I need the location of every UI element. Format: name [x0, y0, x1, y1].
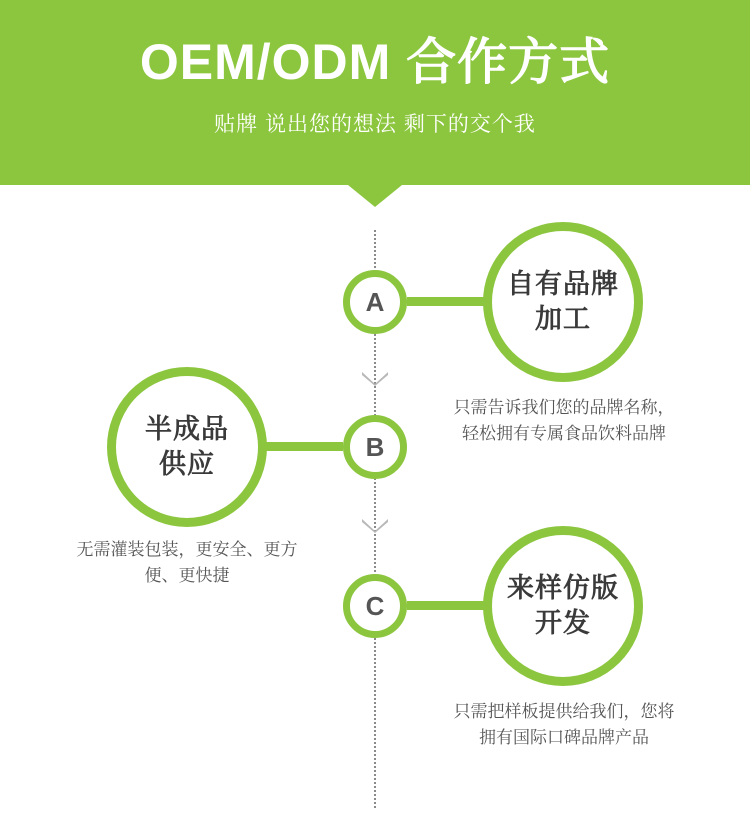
caption-b: 无需灌装包装，更安全、更方便、更快捷 [76, 540, 298, 586]
bubble-a-line1: 自有品牌 [507, 268, 619, 299]
page-subtitle: 贴牌 说出您的想法 剩下的交个我 [214, 112, 536, 136]
chevron-down-icon-2 [362, 519, 388, 533]
bubble-b-line2: 供应 [159, 449, 215, 479]
bubble-a-line2: 加工 [535, 304, 591, 334]
header-banner [0, 0, 750, 185]
bubble-c-line2: 开发 [535, 608, 591, 638]
oem-odm-flow-diagram [0, 185, 750, 823]
bubble-b-semi-finished[interactable] [107, 367, 267, 527]
bubble-c-sample-development[interactable] [483, 526, 643, 686]
banner-content [0, 0, 750, 185]
node-letter-c: C [365, 590, 385, 621]
caption-a: 只需告诉我们您的品牌名称，轻松拥有专属食品饮料品牌 [453, 398, 675, 444]
bubble-a-text [507, 267, 619, 337]
chevron-down-icon-1 [362, 372, 388, 386]
connector-line-c [407, 601, 487, 610]
bubble-b-text [145, 412, 229, 482]
node-letter-b: B [365, 431, 385, 462]
bubble-a-own-brand[interactable] [483, 222, 643, 382]
node-marker-a[interactable] [343, 270, 407, 334]
connector-line-b [263, 442, 343, 451]
node-marker-b[interactable] [343, 415, 407, 479]
connector-line-a [407, 297, 487, 306]
bubble-c-text [507, 571, 619, 641]
node-marker-c[interactable] [343, 574, 407, 638]
caption-c: 只需把样板提供给我们，您将拥有国际口碑品牌产品 [453, 702, 675, 748]
node-letter-a: A [365, 286, 385, 317]
bubble-b-line1: 半成品 [145, 413, 229, 444]
bubble-c-line1: 来样仿版 [507, 572, 619, 603]
page-title: OEM/ODM 合作方式 [139, 34, 611, 90]
